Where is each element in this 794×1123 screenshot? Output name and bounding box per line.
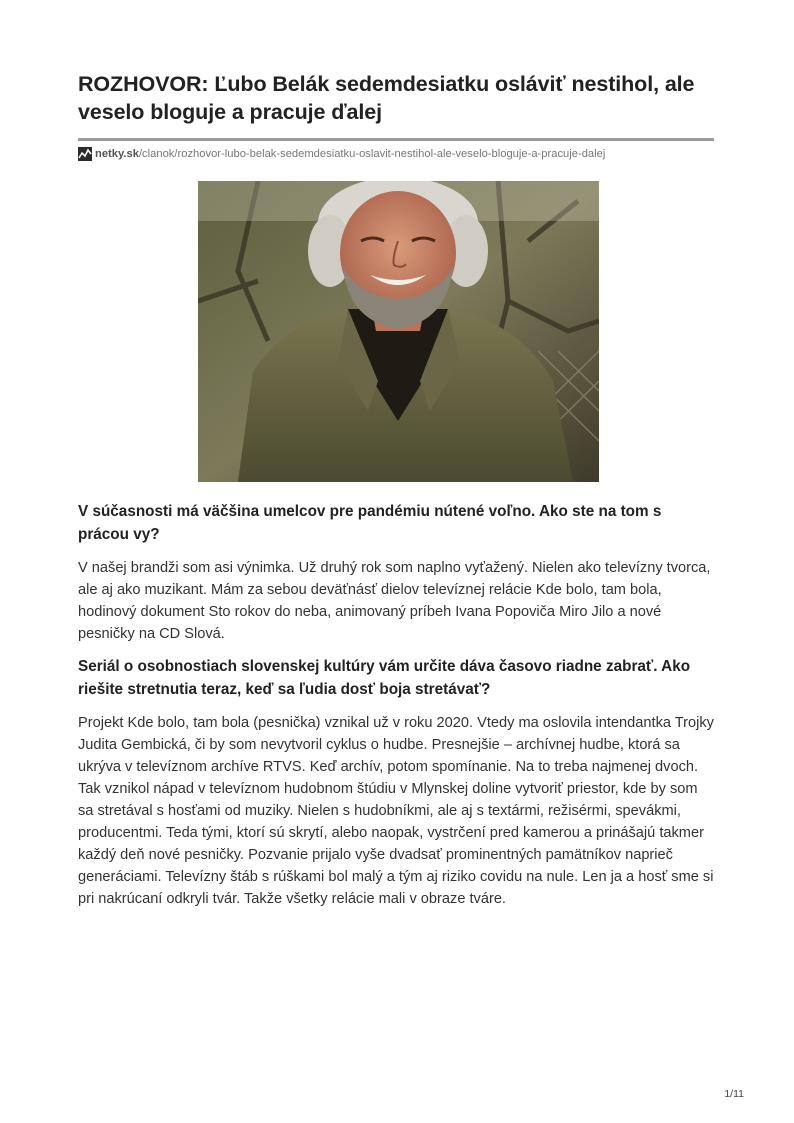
source-link[interactable] (78, 146, 714, 162)
article-title: ROZHOVOR: Ľubo Belák sedemdesiatku osláviť nestihol, ale veselo bloguje a pracuje ďalej (78, 72, 695, 124)
interview-answer-2: Projekt Kde bolo, tam bola (pesnička) vznikal už v roku 2020. Vtedy ma oslovila intendantka Trojky Judita Gembická, či by som nevytvoril cyklus o hudbe. Presnejšie – archívnej hudbe, ktorá sa ukrýva v televíznom archíve RTVS. Keď archív, potom spomínanie. Na to treba najmenej dvoch. Tak vznikol nápad v televíznom hudobnom štúdiu v Mlynskej doline vytvoriť priestor, kde by som sa stretával s hosťami od muziky. Nielen s hudobníkmi, ale aj s textármi, režisérmi, spevákmi, producentmi. Teda tými, ktorí sú skrytí, alebo naopak, vystrčení pred kamerou a prinášajú takmer každý deň nové pesničky. Pozvanie prijalo vyše dvadsať prominentných pamätníkov naprieč generáciami. Televízny štáb s rúškami bol malý a tým aj riziko covidu na nule. Len ja a hosť sme si pri nakrúcaní odkryli tvár. Takže všetky relácie mali v obraze tváre. (78, 715, 714, 907)
article-page (78, 70, 714, 910)
interview-question-2: Seriál o osobnostiach slovenskej kultúry vám určite dáva časovo riadne zabrať. Ako riešite stretnutia teraz, keď sa ľudia dosť boja stretávať? (78, 658, 691, 698)
source-domain[interactable]: netky.sk (95, 148, 139, 160)
page-number: 1/11 (724, 1088, 744, 1100)
interview-answer-1: V našej brandži som asi výnimka. Už druhý rok som naplno vyťažený. Nielen ako televízny tvorca, ale aj ako muzikant. Mám za sebou deväťnásť dielov televíznej relácie Kde bolo, tam bola, hodinový dokument Sto rokov do neba, animovaný príbeh Ivana Popoviča Miro Jilo a nové pesničky na CD Slová. (78, 560, 711, 642)
article-photo (198, 181, 599, 482)
portrait-photo (198, 181, 599, 482)
netky-logo-icon (78, 147, 92, 161)
interview-question-1: V súčasnosti má väčšina umelcov pre pandémiu nútené voľno. Ako ste na tom s prácou vy? (78, 503, 662, 543)
source-path[interactable]: /clanok/rozhovor-lubo-belak-sedemdesiatku-oslavit-nestihol-ale-veselo-bloguje-a-pracuje-dalej (138, 148, 606, 160)
title-divider (78, 138, 714, 141)
